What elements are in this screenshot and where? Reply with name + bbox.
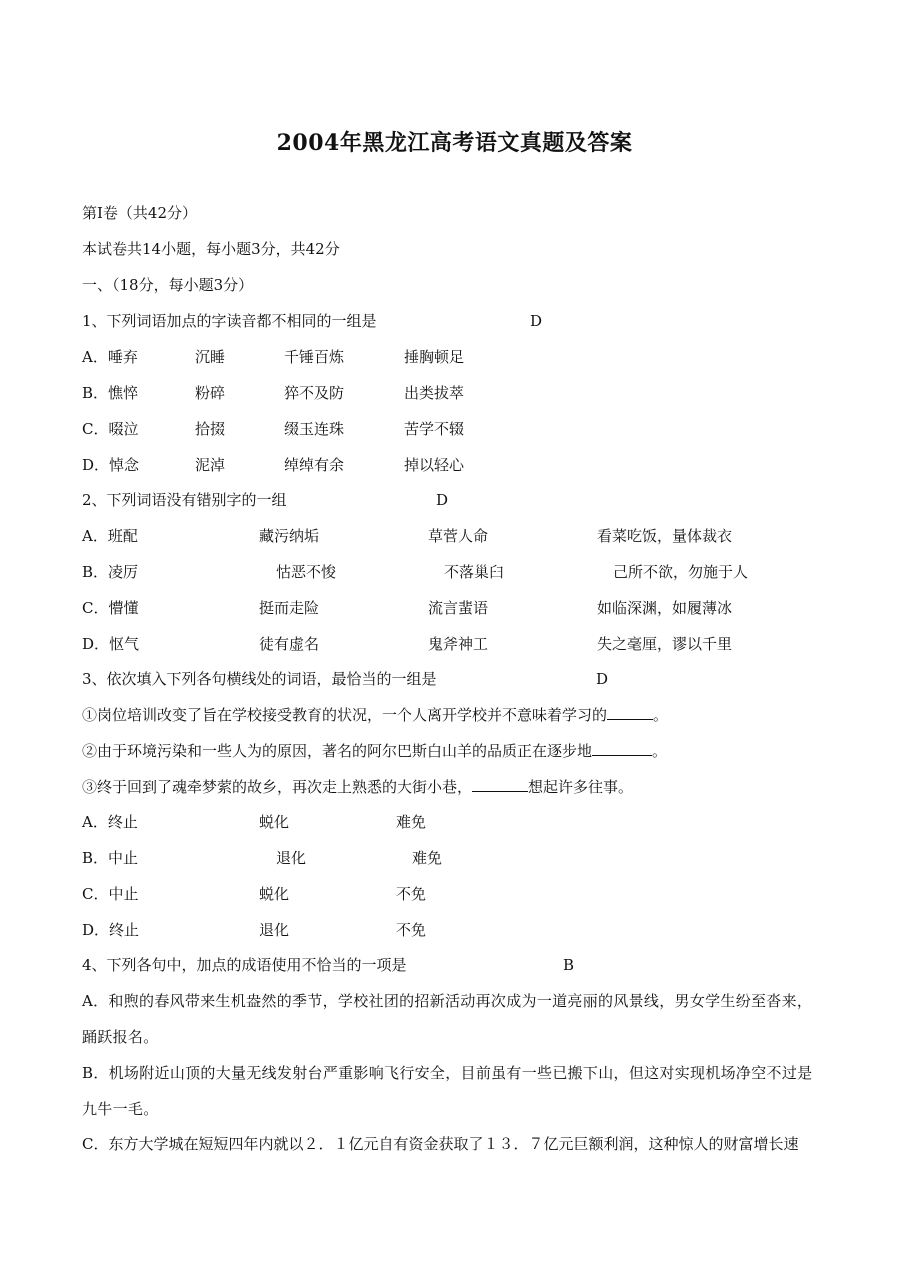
q3-b-word-2: 退化	[276, 849, 307, 867]
q3-option-b: B．中止	[82, 849, 139, 867]
section-intro: 本试卷共14小题，每小题3分，共42分	[82, 240, 340, 258]
q1-a-word-2: 沉睡	[195, 348, 226, 366]
q3-sentence-2	[82, 741, 667, 761]
q1-b-word-4: 出类拔萃	[404, 384, 465, 402]
q2-c-word-3: 流言蜚语	[428, 599, 489, 617]
q2-d-word-4: 失之毫厘，谬以千里	[597, 635, 733, 653]
q3-sentence-3	[82, 777, 633, 797]
q3-blank-3	[472, 777, 528, 792]
q2-option-c: C．懵懂	[82, 599, 139, 617]
q3-sentence-1-end: 。	[653, 706, 669, 724]
q1-a-word-4: 捶胸顿足	[404, 348, 465, 366]
q3-sentence-1-text: ①岗位培训改变了旨在学校接受教育的状况，一个人离开学校并不意味着学习的	[82, 706, 608, 724]
q3-sentence-1	[82, 705, 668, 725]
q3-sentence-3-text: ③终于回到了魂牵梦萦的故乡，再次走上熟悉的大街小巷，	[82, 778, 473, 796]
q1-option-a: A．唾弃	[82, 348, 138, 366]
question-2-answer: D	[436, 491, 449, 509]
q1-c-word-4: 苦学不辍	[404, 420, 465, 438]
q2-a-word-2: 藏污纳垢	[259, 527, 320, 545]
q4-option-c: C．东方大学城在短短四年内就以２．１亿元自有资金获取了１３．７亿元巨额利润，这种惊人的财富增长速	[82, 1135, 799, 1153]
q1-b-word-3: 猝不及防	[284, 384, 345, 402]
q1-d-word-3: 绰绰有余	[284, 456, 345, 474]
q2-b-word-3: 不落巢臼	[444, 563, 505, 581]
q1-d-word-2: 泥淖	[195, 456, 226, 474]
q3-option-c: C．中止	[82, 885, 139, 903]
q3-d-word-2: 退化	[259, 921, 290, 939]
q2-b-word-4: 己所不欲，勿施于人	[613, 563, 749, 581]
section-header: 第Ⅰ卷（共42分）	[82, 204, 198, 222]
q2-c-word-4: 如临深渊，如履薄冰	[597, 599, 733, 617]
q3-sentence-3-end: 想起许多往事。	[528, 778, 634, 796]
q2-option-a: A．班配	[82, 527, 138, 545]
q4-option-a: A．和煦的春风带来生机盎然的季节，学校社团的招新活动再次成为一道亮丽的风景线，男女学生纷至沓来，踊跃报名。	[82, 992, 813, 1046]
question-1-answer: D	[530, 312, 543, 330]
q3-d-word-3: 不免	[396, 921, 427, 939]
q1-option-b: B．憔悴	[82, 384, 139, 402]
q2-d-word-2: 徒有虚名	[259, 635, 320, 653]
q1-c-word-3: 缀玉连珠	[284, 420, 345, 438]
q3-blank-2	[592, 741, 652, 756]
q3-option-d: D．终止	[82, 921, 140, 939]
q3-option-a: A．终止	[82, 813, 138, 831]
question-3-answer: D	[596, 670, 609, 688]
question-2-stem: 2、下列词语没有错别字的一组	[82, 491, 287, 509]
question-1-stem: 1、下列词语加点的字读音都不相同的一组是	[82, 312, 377, 330]
q2-option-b: B．凌厉	[82, 563, 139, 581]
q3-c-word-2: 蜕化	[259, 885, 290, 903]
page-title: 2004年黑龙江高考语文真题及答案	[276, 130, 633, 156]
part-one-header: 一、（18分，每小题3分）	[82, 276, 254, 294]
q2-d-word-3: 鬼斧神工	[428, 635, 489, 653]
q1-option-c: C．啜泣	[82, 420, 139, 438]
q3-blank-1	[607, 705, 653, 720]
q3-sentence-2-text: ②由于环境污染和一些人为的原因，著名的阿尔巴斯白山羊的品质正在逐步地	[82, 742, 593, 760]
q1-b-word-2: 粉碎	[195, 384, 226, 402]
q1-option-d: D．悼念	[82, 456, 140, 474]
q3-a-word-2: 蜕化	[259, 813, 290, 831]
q2-a-word-3: 草菅人命	[428, 527, 489, 545]
q3-a-word-3: 难免	[396, 813, 427, 831]
q3-b-word-3: 难免	[412, 849, 443, 867]
q1-d-word-4: 掉以轻心	[404, 456, 465, 474]
question-4-stem: 4、下列各句中，加点的成语使用不恰当的一项是	[82, 956, 407, 974]
q1-a-word-3: 千锤百炼	[284, 348, 345, 366]
q2-option-d: D．怄气	[82, 635, 140, 653]
q3-c-word-3: 不免	[396, 885, 427, 903]
q2-c-word-2: 挺而走险	[259, 599, 320, 617]
question-4-answer: B	[563, 956, 575, 974]
q2-b-word-2: 怙恶不悛	[276, 563, 337, 581]
q3-sentence-2-end: 。	[652, 742, 668, 760]
q1-c-word-2: 拾掇	[195, 420, 226, 438]
question-3-stem: 3、依次填入下列各句横线处的词语，最恰当的一组是	[82, 670, 437, 688]
q4-option-b: B．机场附近山顶的大量无线发射台严重影响飞行安全，目前虽有一些已搬下山，但这对实现机场净空不过是九牛一毛。	[82, 1064, 813, 1118]
q2-a-word-4: 看菜吃饭，量体裁衣	[597, 527, 733, 545]
